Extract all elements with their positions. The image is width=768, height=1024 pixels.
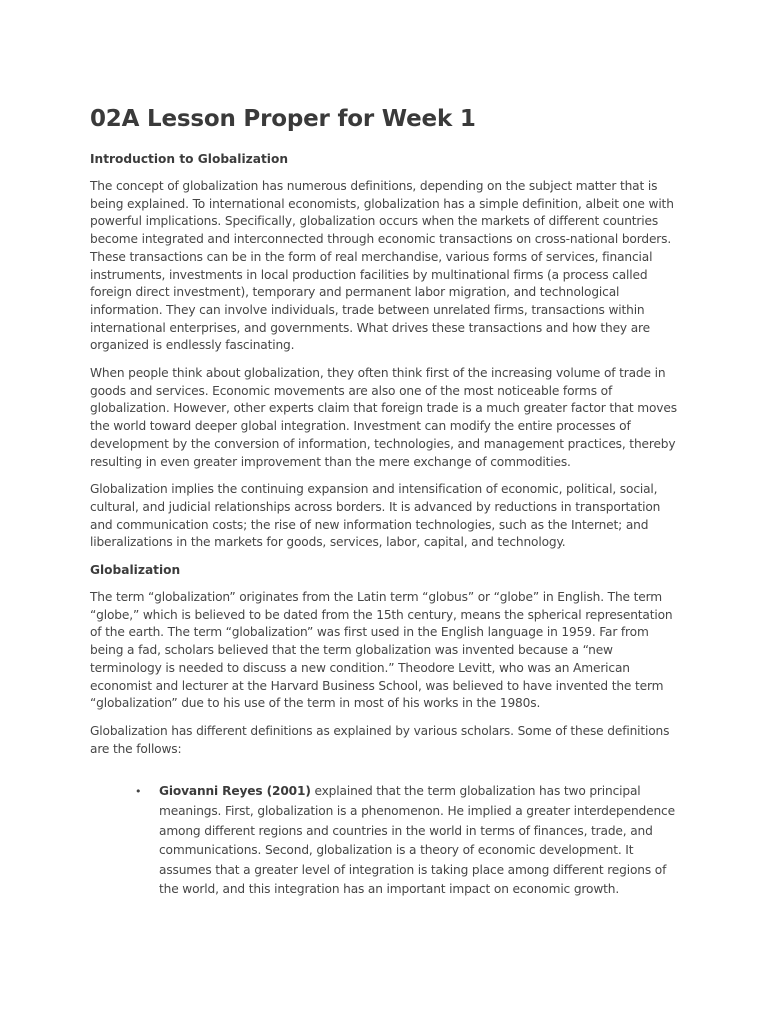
list-item-lead: Giovanni Reyes (2001) [159, 784, 311, 799]
paragraph-intro-1: The concept of globalization has numerous definitions, depending on the subject matter that is being explained. To international economists, globalization has a simple definition, albeit one with powerful implications. Specifically, globalization occurs when the markets of different countries become integrated and interconnected through economic transactions on cross-national borders. These transactions can be in the form of real merchandise, various forms of services, financial instruments, investments in local production facilities by multinational firms (a process called foreign direct investment), temporary and permanent labor migration, and technological information. They can involve individuals, trade between unrelated firms, transactions within international enterprises, and governments. What drives these transactions and how they are organized is endlessly fascinating. [90, 179, 674, 353]
page-title: 02A Lesson Proper for Week 1 [90, 106, 476, 132]
list-item-text: explained that the term globalization has two principal meanings. First, globalization is a phenomenon. He implied a greater interdependence among different regions and countries in the world in terms of finances, trade, and communications. Second, globalization is a theory of economic development. It assumes that a greater level of integration is taking place among different regions of the world, and this integration has an important impact on economic growth. [159, 784, 675, 897]
section-heading-globalization: Globalization [90, 563, 181, 578]
section-heading-introduction: Introduction to Globalization [90, 152, 289, 166]
paragraph-intro-3: Globalization implies the continuing expansion and intensification of economic, political, social, cultural, and judicial relationships across borders. It is advanced by reductions in transportation and communication costs; the rise of new information technologies, such as the Internet; and liberalizations in the markets for goods, services, labor, capital, and technology. [90, 482, 661, 550]
paragraph-globalization-1: The term “globalization” originates from the Latin term “globus” or “globe” in English. The term “globe,” which is believed to be dated from the 15th century, means the spherical representation of the earth. The term “globalization” was first used in the English language in 1959. Far from being a fad, scholars believed that the term globalization was invented because a “new terminology is needed to discuss a new condition.” Theodore Levitt, who was an American economist and lecturer at the Harvard Business School, was believed to have invented the term “globalization” due to his use of the term in most of his works in the 1980s. [90, 590, 673, 711]
bullet-icon: • [135, 785, 142, 799]
document-page [90, 104, 680, 900]
definitions-list [90, 782, 680, 900]
paragraph-globalization-2: Globalization has different definitions as explained by various scholars. Some of these definitions are the follows: [90, 723, 670, 756]
paragraph-intro-2: When people think about globalization, they often think first of the increasing volume of trade in goods and services. Economic movements are also one of the most noticeable forms of globalization. However, other experts claim that foreign trade is a much greater factor that moves the world toward deeper global integration. Investment can modify the entire processes of development by the conversion of information, technologies, and management practices, thereby resulting in even greater improvement than the mere exchange of commodities. [90, 366, 677, 469]
list-item [135, 782, 680, 900]
